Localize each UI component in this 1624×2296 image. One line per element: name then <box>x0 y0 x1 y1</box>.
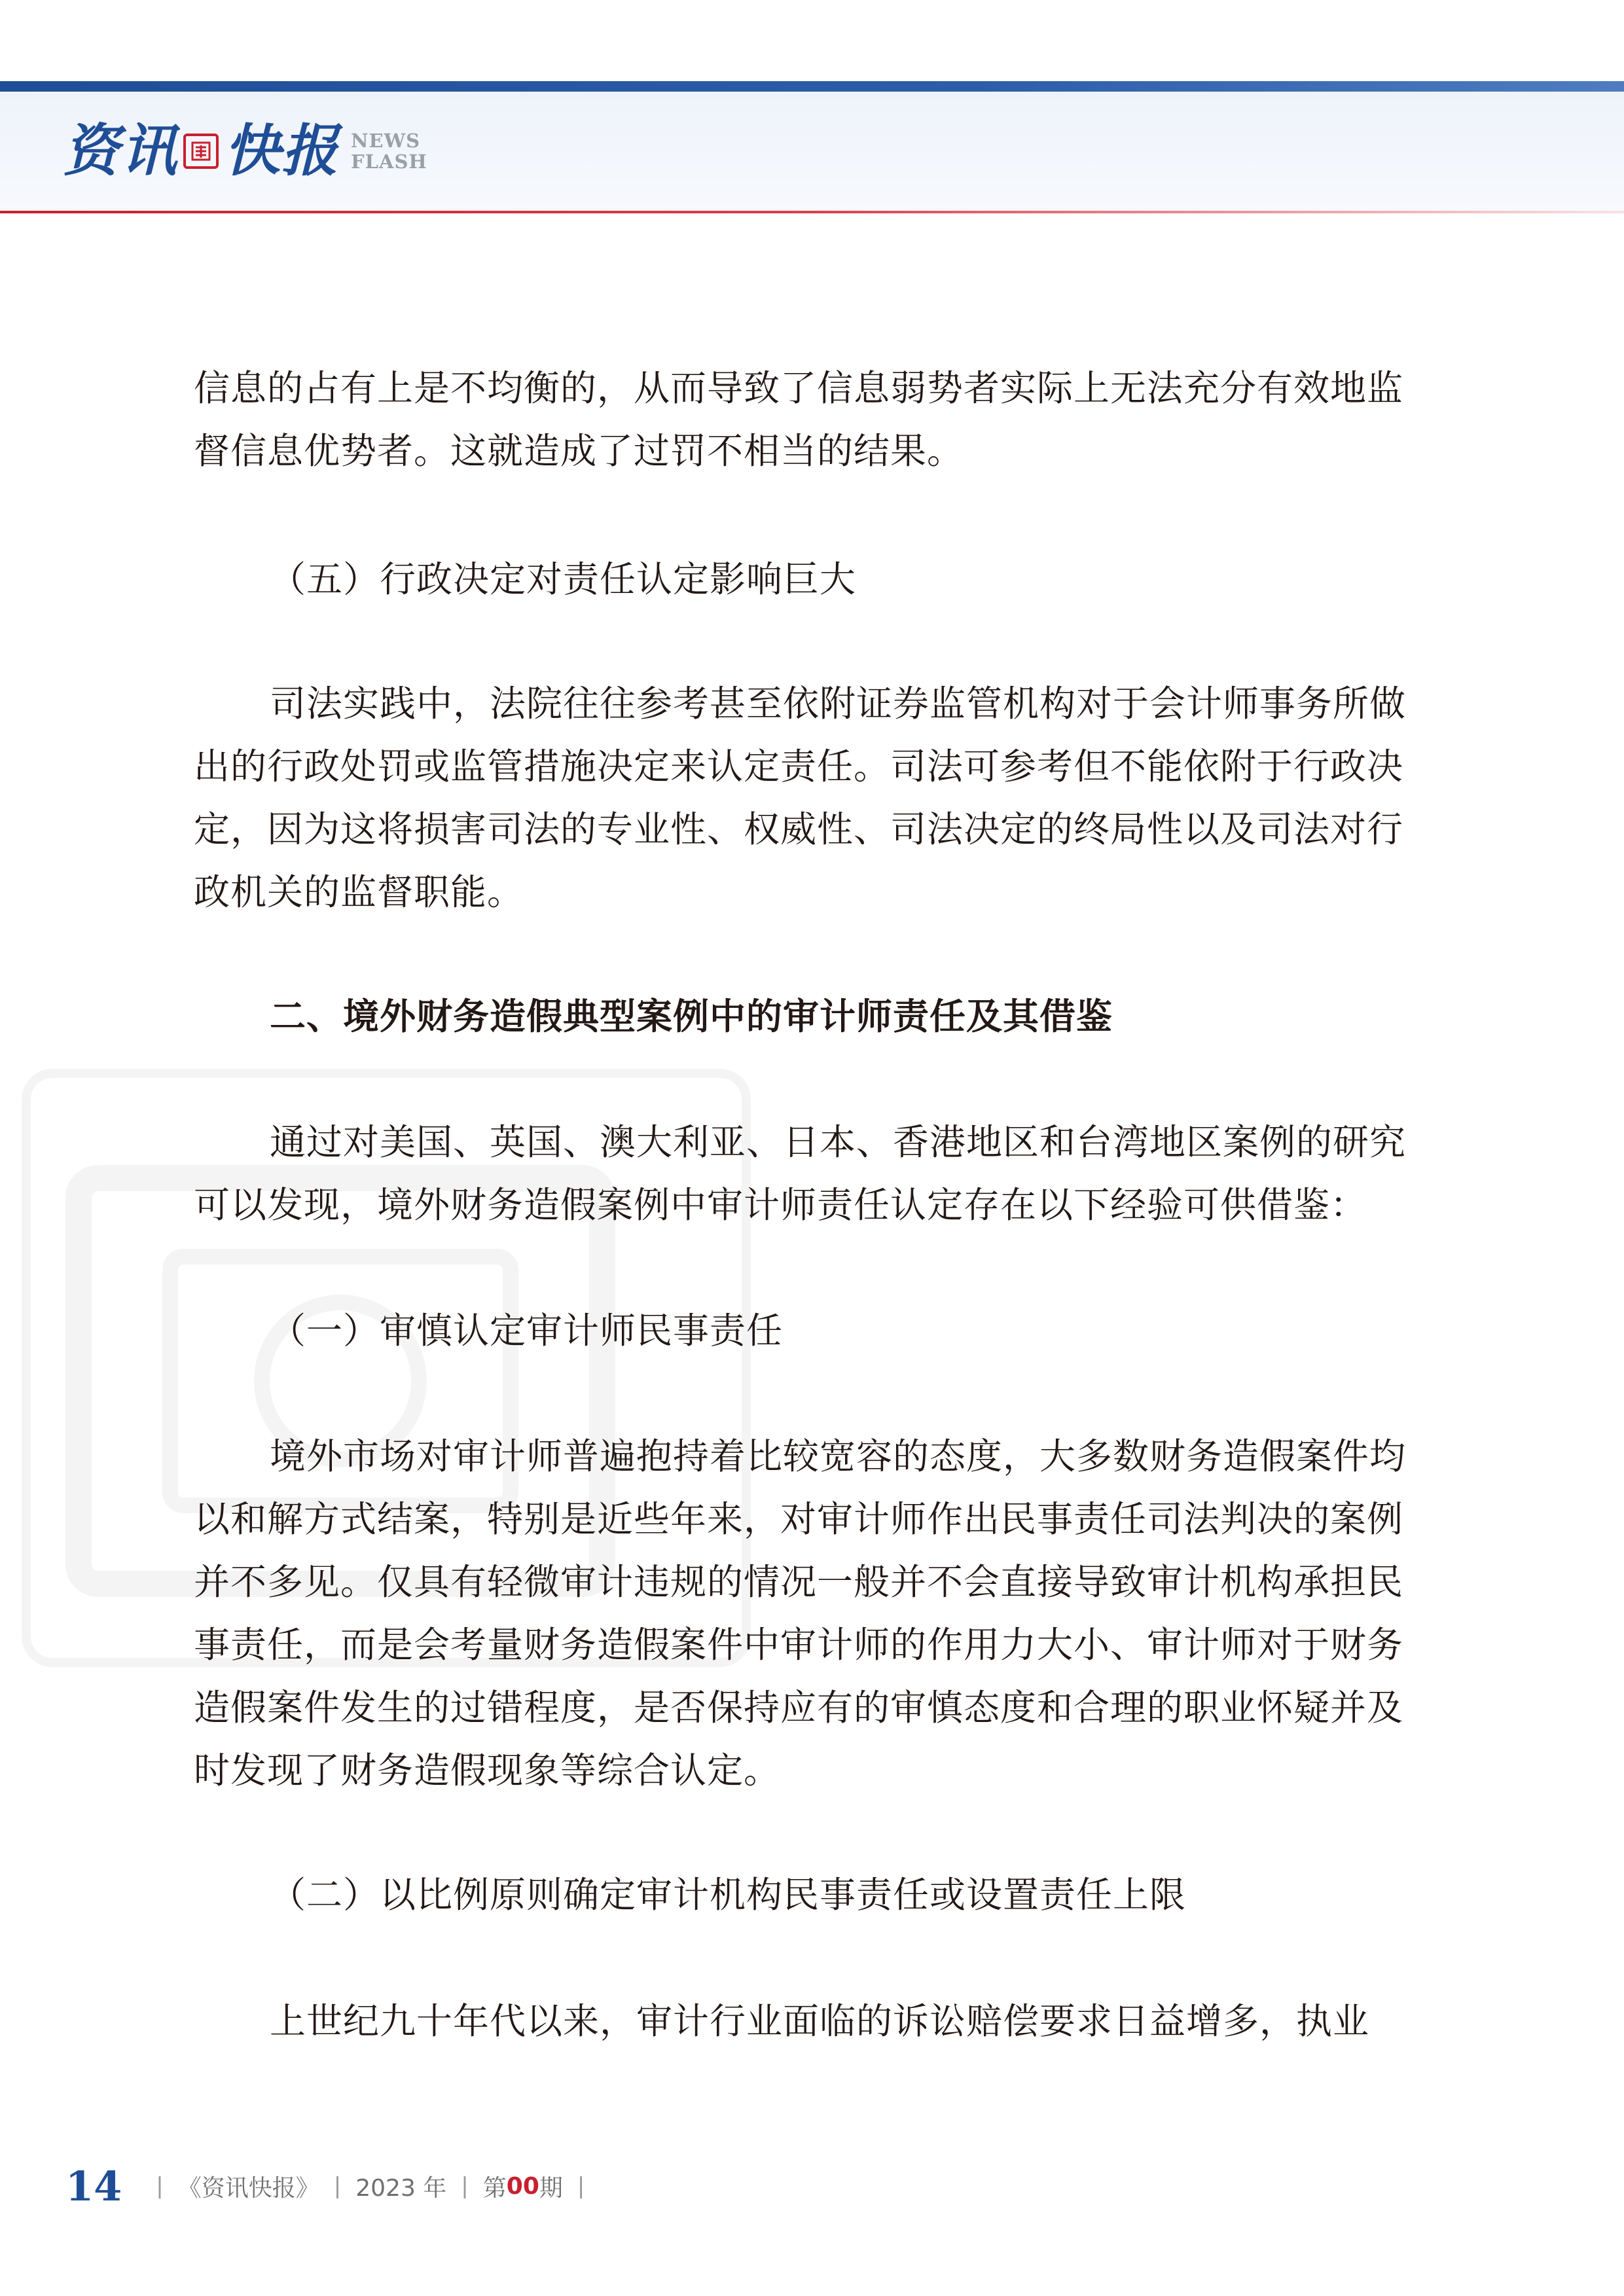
section-heading-2: （二）以比例原则确定审计机构民事责任或设置责任上限 <box>270 1874 1187 1916</box>
footer-separator: | <box>156 2173 164 2199</box>
logo-en-line1: NEWS <box>351 130 421 152</box>
header-top-bar <box>0 81 1624 92</box>
page-number: 14 <box>65 2162 122 2210</box>
paragraph-5: 上世纪九十年代以来，审计行业面临的诉讼赔偿要求日益增多，执业 <box>270 2000 1370 2042</box>
section-heading-5: （五）行政决定对责任认定影响巨大 <box>270 558 857 600</box>
header-rule <box>0 211 1624 213</box>
footer-issue-prefix: 第 <box>482 2174 507 2202</box>
logo-text-left: 资讯 <box>63 118 178 184</box>
section-heading-1: （一）审慎认定审计师民事责任 <box>270 1310 784 1352</box>
footer-separator: | <box>577 2173 585 2199</box>
logo-en-line2: FLASH <box>351 151 427 173</box>
footer-separator: | <box>333 2173 342 2199</box>
logo-text-right: 快报 <box>224 118 339 184</box>
logo-english <box>351 130 427 172</box>
paragraph-2: 司法实践中，法院往往参考甚至依附证券监管机构对于会计师事务所做出的行政处罚或监管措施决定来认定责任。司法可参考但不能依附于行政决定，因为这将损害司法的专业性、权威性、司法决定的终局性以及司法对行政机关的监督职能。 <box>194 683 1407 913</box>
chapter-heading-2: 二、境外财务造假典型案例中的审计师责任及其借鉴 <box>270 996 1113 1037</box>
seal-icon <box>183 134 219 169</box>
page-header <box>0 0 1624 216</box>
footer-separator: | <box>461 2173 469 2199</box>
footer-publication: 《资讯快报》 <box>177 2174 319 2202</box>
page-footer <box>65 2160 599 2212</box>
footer-issue-suffix: 期 <box>539 2174 563 2202</box>
paragraph-3: 通过对美国、英国、澳大利亚、日本、香港地区和台湾地区案例的研究可以发现，境外财务造假案例中审计师责任认定存在以下经验可供借鉴： <box>194 1121 1407 1226</box>
footer-issue-number: 00 <box>506 2172 539 2200</box>
publication-logo <box>63 115 427 187</box>
paragraph-4: 境外市场对审计师普遍抱持着比较宽容的态度，大多数财务造假案件均以和解方式结案，特别是近些年来，对审计师作出民事责任司法判决的案例并不多见。仅具有轻微审计违规的情况一般并不会直接导致审计机构承担民事责任，而是会考量财务造假案件中审计师的作用力大小、审计师对于财务造假案件发生的过错程度，是否保持应有的审慎态度和合理的职业怀疑并及时发现了财务造假现象等综合认定。 <box>194 1435 1407 1791</box>
paragraph-1: 信息的占有上是不均衡的，从而导致了信息弱势者实际上无法充分有效地监督信息优势者。这就造成了过罚不相当的结果。 <box>194 367 1404 472</box>
footer-year: 2023 年 <box>355 2174 447 2202</box>
